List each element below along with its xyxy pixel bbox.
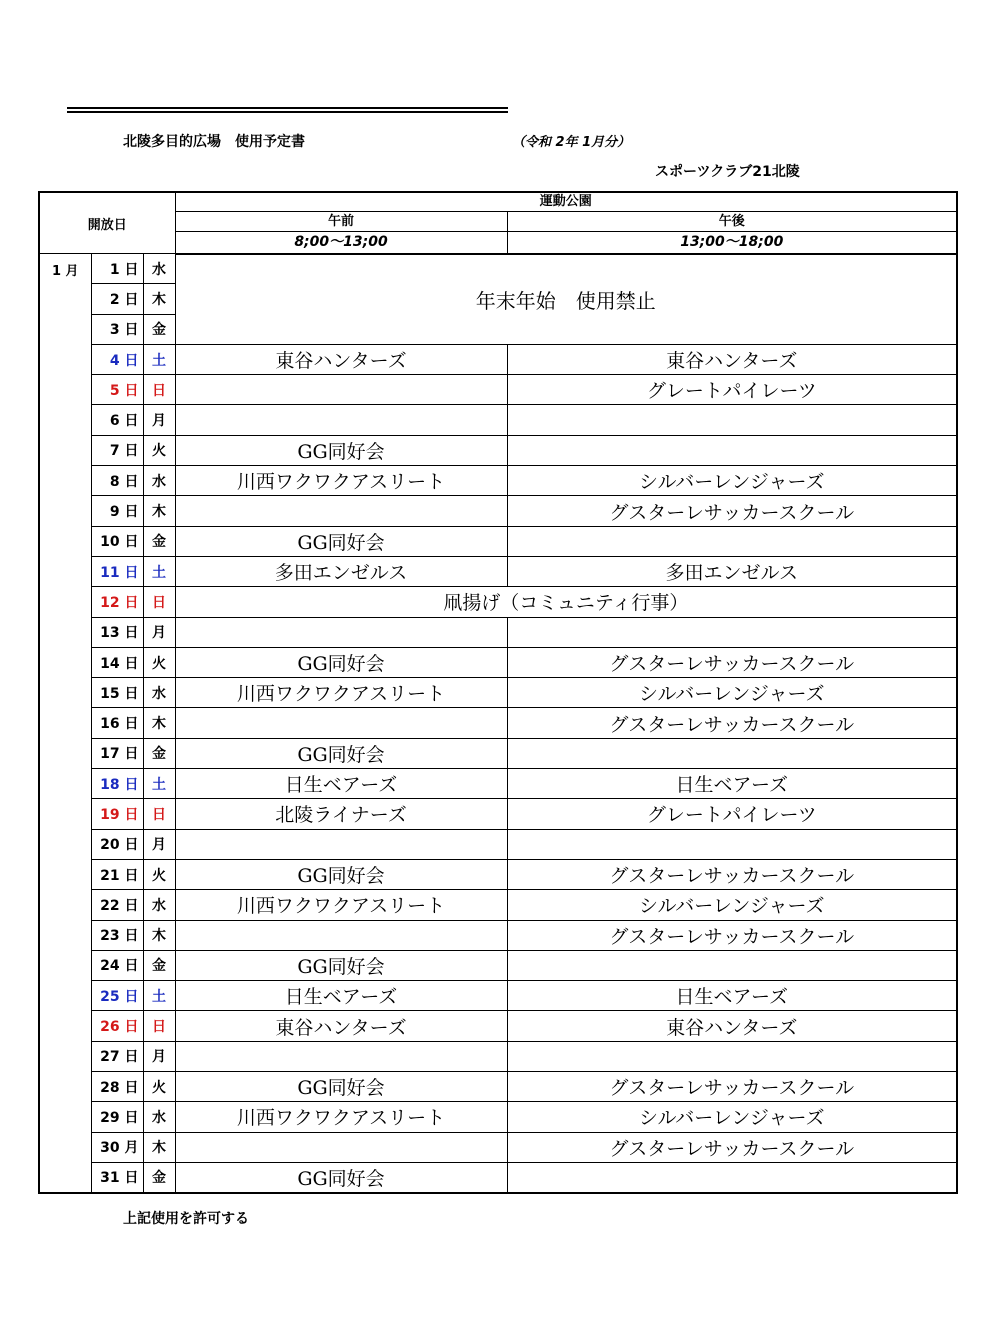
- pm-event: 東谷ハンターズ: [507, 344, 957, 374]
- day-number: 6 日: [91, 405, 143, 435]
- organization-name: スポーツクラブ21北陵: [655, 164, 800, 180]
- day-number: 9 日: [91, 496, 143, 526]
- day-number: 1 日: [91, 254, 143, 284]
- am-event: [175, 405, 507, 435]
- pm-event: [507, 1162, 957, 1192]
- schedule-row: [39, 405, 957, 435]
- weekday: 木: [143, 920, 175, 950]
- day-number: 2 日: [91, 284, 143, 314]
- day-number: 30 月: [91, 1132, 143, 1162]
- schedule-body: [39, 192, 957, 1193]
- am-event: 川西ワクワクアスリート: [175, 678, 507, 708]
- weekday: 水: [143, 1102, 175, 1132]
- weekday: 日: [143, 587, 175, 617]
- am-event: [175, 375, 507, 405]
- day-number: 19 日: [91, 799, 143, 829]
- pm-event: シルバーレンジャーズ: [507, 678, 957, 708]
- header-row-time: [39, 232, 957, 254]
- weekday: 木: [143, 284, 175, 314]
- day-number: 12 日: [91, 587, 143, 617]
- am-event: GG同好会: [175, 738, 507, 768]
- day-number: 7 日: [91, 435, 143, 465]
- pm-event: シルバーレンジャーズ: [507, 890, 957, 920]
- schedule-row: [39, 950, 957, 980]
- pm-event: グレートパイレーツ: [507, 799, 957, 829]
- day-number: 3 日: [91, 314, 143, 344]
- am-event: 北陵ライナーズ: [175, 799, 507, 829]
- day-number: 16 日: [91, 708, 143, 738]
- month-label: 1 月: [39, 254, 91, 1193]
- weekday: 金: [143, 314, 175, 344]
- pm-event: グスターレサッカースクール: [507, 708, 957, 738]
- day-number: 27 日: [91, 1041, 143, 1071]
- weekday: 土: [143, 556, 175, 586]
- am-event: 川西ワクワクアスリート: [175, 1102, 507, 1132]
- schedule-row: [39, 435, 957, 465]
- day-number: 22 日: [91, 890, 143, 920]
- weekday: 金: [143, 1162, 175, 1192]
- schedule-row: [39, 526, 957, 556]
- day-number: 10 日: [91, 526, 143, 556]
- schedule-row: [39, 1011, 957, 1041]
- schedule-row: [39, 1041, 957, 1071]
- am-event: GG同好会: [175, 950, 507, 980]
- schedule-row: [39, 708, 957, 738]
- am-event: GG同好会: [175, 1162, 507, 1192]
- am-event: 東谷ハンターズ: [175, 344, 507, 374]
- pm-event: グスターレサッカースクール: [507, 920, 957, 950]
- day-number: 31 日: [91, 1162, 143, 1192]
- schedule-row: [39, 375, 957, 405]
- am-event: GG同好会: [175, 1072, 507, 1102]
- weekday: 火: [143, 647, 175, 677]
- schedule-row: [39, 678, 957, 708]
- weekday: 日: [143, 799, 175, 829]
- page-title: 北陵多目的広場 使用予定書: [123, 134, 305, 150]
- weekday: 水: [143, 890, 175, 920]
- schedule-row: [39, 466, 957, 496]
- pm-event: [507, 405, 957, 435]
- period-label: （令和 2年 1月分）: [512, 135, 631, 150]
- day-number: 11 日: [91, 556, 143, 586]
- day-number: 29 日: [91, 1102, 143, 1132]
- day-number: 18 日: [91, 769, 143, 799]
- weekday: 月: [143, 405, 175, 435]
- schedule-row: [39, 1102, 957, 1132]
- pm-event: グスターレサッカースクール: [507, 647, 957, 677]
- schedule-row: [39, 344, 957, 374]
- schedule-row: [39, 920, 957, 950]
- schedule-row: [39, 617, 957, 647]
- pm-event: [507, 950, 957, 980]
- header-rule: [67, 107, 508, 113]
- weekday: 水: [143, 254, 175, 284]
- day-number: 5 日: [91, 375, 143, 405]
- weekday: 木: [143, 496, 175, 526]
- day-number: 25 日: [91, 981, 143, 1011]
- schedule-row: [39, 738, 957, 768]
- am-event: 日生ベアーズ: [175, 981, 507, 1011]
- weekday: 土: [143, 981, 175, 1011]
- day-number: 13 日: [91, 617, 143, 647]
- day-number: 20 日: [91, 829, 143, 859]
- pm-event: 日生ベアーズ: [507, 769, 957, 799]
- weekday: 金: [143, 950, 175, 980]
- weekday: 土: [143, 769, 175, 799]
- schedule-row: [39, 1132, 957, 1162]
- pm-event: グスターレサッカースクール: [507, 859, 957, 889]
- schedule-row: [39, 1162, 957, 1192]
- schedule-row: [39, 829, 957, 859]
- schedule-row: [39, 890, 957, 920]
- venue-header: 運動公園: [175, 192, 957, 212]
- weekday: 火: [143, 435, 175, 465]
- schedule-row: [39, 981, 957, 1011]
- am-event: 多田エンゼルス: [175, 556, 507, 586]
- am-event: [175, 1132, 507, 1162]
- merged-event: 年末年始 使用禁止: [175, 254, 957, 345]
- day-number: 23 日: [91, 920, 143, 950]
- schedule-row: [39, 1072, 957, 1102]
- pm-event: シルバーレンジャーズ: [507, 1102, 957, 1132]
- pm-event: [507, 617, 957, 647]
- open-day-header: 開放日: [39, 192, 175, 254]
- pm-event: グレートパイレーツ: [507, 375, 957, 405]
- weekday: 金: [143, 738, 175, 768]
- weekday: 月: [143, 617, 175, 647]
- schedule-row: [39, 769, 957, 799]
- weekday: 火: [143, 1072, 175, 1102]
- weekday: 木: [143, 1132, 175, 1162]
- schedule-row: [39, 254, 957, 284]
- weekday: 水: [143, 678, 175, 708]
- day-number: 28 日: [91, 1072, 143, 1102]
- day-number: 14 日: [91, 647, 143, 677]
- weekday: 月: [143, 829, 175, 859]
- am-event: GG同好会: [175, 859, 507, 889]
- day-number: 4 日: [91, 344, 143, 374]
- am-event: 日生ベアーズ: [175, 769, 507, 799]
- weekday: 木: [143, 708, 175, 738]
- schedule-row: [39, 496, 957, 526]
- pm-header: 午後: [507, 212, 957, 232]
- weekday: 土: [143, 344, 175, 374]
- am-event: 川西ワクワクアスリート: [175, 890, 507, 920]
- pm-event: [507, 829, 957, 859]
- day-number: 17 日: [91, 738, 143, 768]
- am-event: [175, 829, 507, 859]
- weekday: 金: [143, 526, 175, 556]
- am-event: GG同好会: [175, 435, 507, 465]
- day-number: 15 日: [91, 678, 143, 708]
- am-event: 東谷ハンターズ: [175, 1011, 507, 1041]
- am-time: 8;00～13;00: [175, 232, 507, 254]
- am-event: 川西ワクワクアスリート: [175, 466, 507, 496]
- schedule-row: [39, 799, 957, 829]
- schedule-row: [39, 556, 957, 586]
- weekday: 月: [143, 1041, 175, 1071]
- am-event: GG同好会: [175, 526, 507, 556]
- am-event: [175, 708, 507, 738]
- day-number: 21 日: [91, 859, 143, 889]
- pm-event: 東谷ハンターズ: [507, 1011, 957, 1041]
- weekday: 水: [143, 466, 175, 496]
- header-row-period: [39, 212, 957, 232]
- approval-text: 上記使用を許可する: [123, 1211, 249, 1227]
- day-number: 8 日: [91, 466, 143, 496]
- schedule-table: [38, 191, 958, 1194]
- pm-event: グスターレサッカースクール: [507, 1072, 957, 1102]
- day-number: 24 日: [91, 950, 143, 980]
- am-event: GG同好会: [175, 647, 507, 677]
- weekday: 日: [143, 375, 175, 405]
- pm-event: [507, 526, 957, 556]
- schedule-row: [39, 587, 957, 617]
- pm-event: 多田エンゼルス: [507, 556, 957, 586]
- am-header: 午前: [175, 212, 507, 232]
- merged-event: 凧揚げ（コミュニティ行事）: [175, 587, 957, 617]
- weekday: 火: [143, 859, 175, 889]
- am-event: [175, 1041, 507, 1071]
- pm-event: グスターレサッカースクール: [507, 496, 957, 526]
- am-event: [175, 617, 507, 647]
- pm-event: 日生ベアーズ: [507, 981, 957, 1011]
- am-event: [175, 496, 507, 526]
- weekday: 日: [143, 1011, 175, 1041]
- pm-event: シルバーレンジャーズ: [507, 466, 957, 496]
- schedule-row: [39, 859, 957, 889]
- schedule-row: [39, 647, 957, 677]
- pm-time: 13;00～18;00: [507, 232, 957, 254]
- day-number: 26 日: [91, 1011, 143, 1041]
- header-row-venue: [39, 192, 957, 212]
- pm-event: [507, 435, 957, 465]
- pm-event: [507, 738, 957, 768]
- pm-event: グスターレサッカースクール: [507, 1132, 957, 1162]
- pm-event: [507, 1041, 957, 1071]
- am-event: [175, 920, 507, 950]
